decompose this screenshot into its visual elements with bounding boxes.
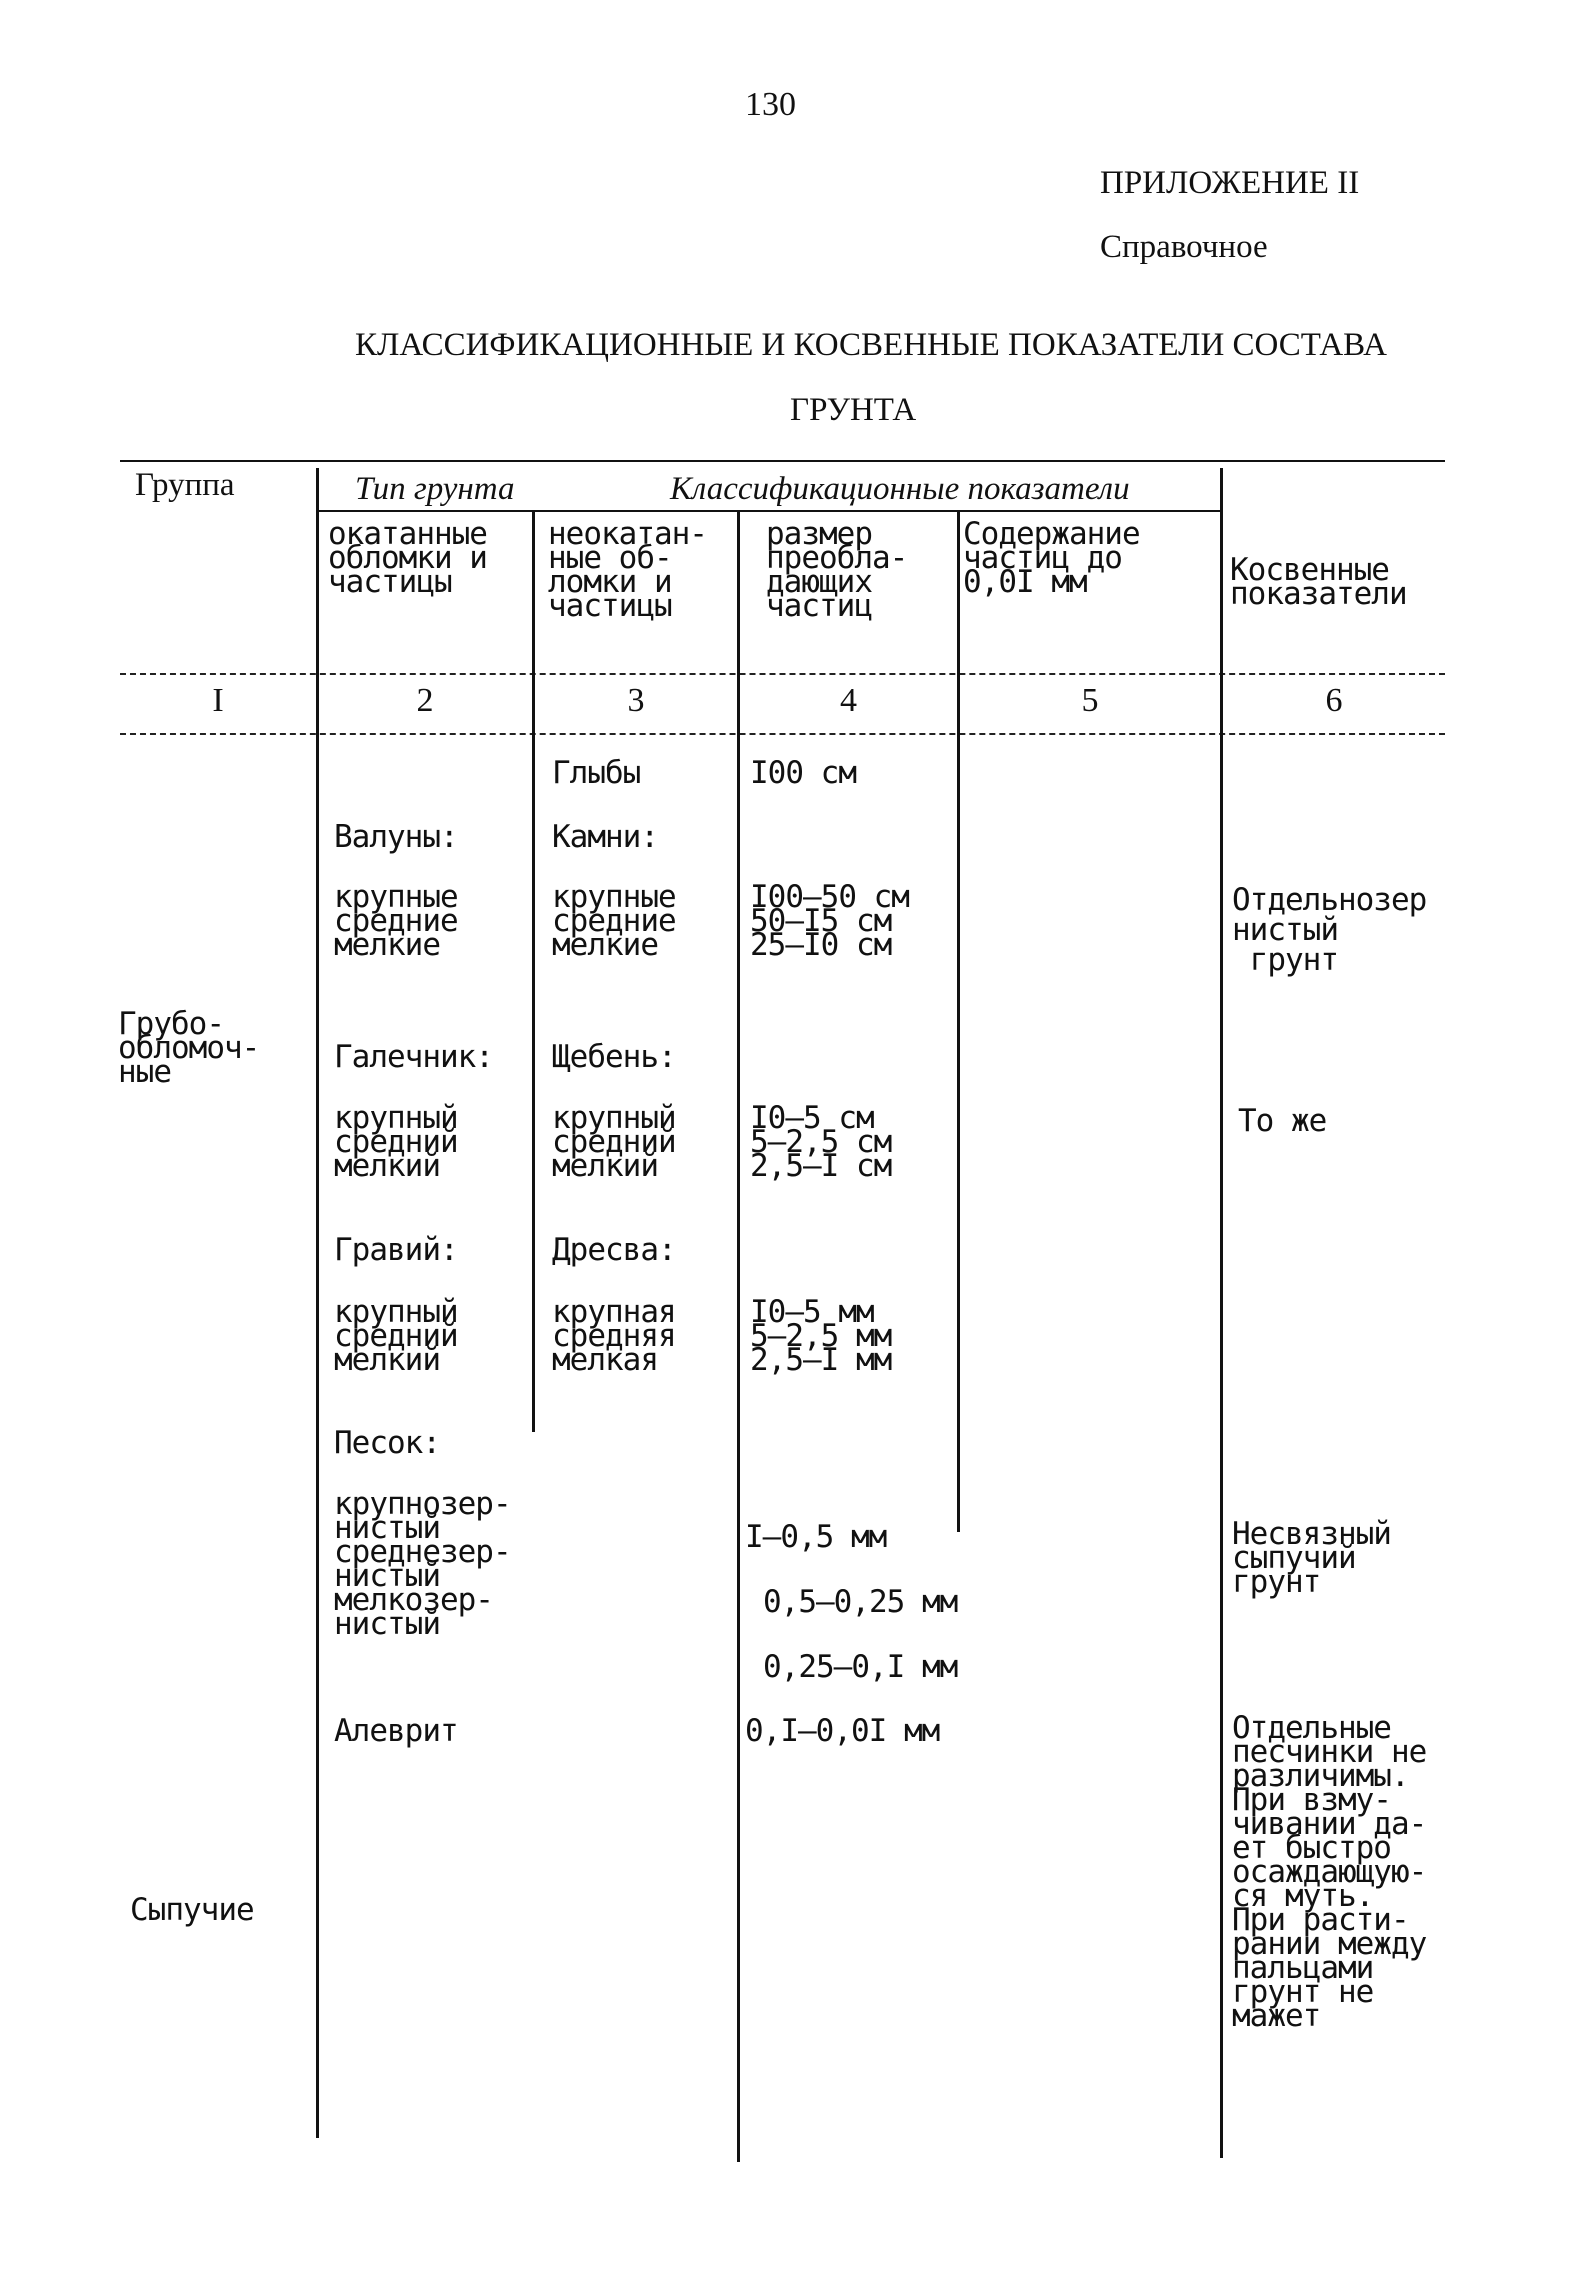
cell-grit-sizes: крупная средняя мелкая [552,1294,676,1378]
cell-sand-types: крупнозер- нистый среднезер- нистый мелкозер- нистый [334,1486,511,1642]
cell-gravel-sizes: крупный средний мелкий [334,1294,458,1378]
group-loose: Сыпучие [130,1892,254,1928]
column-number-4: 4 [840,682,857,719]
cell-indirect-separate: Отдельнозер нистый грунт [1232,882,1427,978]
cell-silt: Алеврит [334,1713,458,1749]
cell-grit-head: Дресва: [552,1232,676,1268]
cell-crushed-sizes: крупный средний мелкий [552,1100,676,1184]
column-number-1: I [212,682,224,719]
header-group: Группа [135,467,235,503]
header-col3: неокатан- ные об- ломки и частицы [548,516,707,624]
cell-boulders-head: Валуны: [334,819,458,855]
cell-pebble-range: I0–5 см 5–2,5 см 2,5–I см [750,1100,892,1184]
cell-boulders-sizes: крупные средние мелкие [334,879,458,963]
page-number: 130 [745,86,796,123]
cell-boulders-range: I00–50 см 50–I5 см 25–I0 см [750,879,909,963]
column-number-2: 2 [416,682,434,719]
cell-gravel-range: I0–5 мм 5–2,5 мм 2,5–I мм [750,1294,892,1378]
header-subrule [318,510,1223,512]
cell-blocks-size: I00 см [750,755,856,791]
appendix-label: ПРИЛОЖЕНИЕ II [1100,165,1360,201]
cell-sand-head: Песок: [334,1425,440,1461]
cell-indirect-silt: Отдельные песчинки не различимы. При взму- чивании да- ет быстро осаждающую- ся муть. При расти- рании между пальцами грунт не мажет [1232,1710,1427,2034]
col-divider-2 [532,512,535,1432]
header-col5: Содержание частиц до 0,0I мм [963,516,1140,600]
header-soil-type: Тип грунта [355,471,515,507]
cell-indirect-same: То же [1238,1103,1327,1139]
column-number-3: 3 [627,682,645,719]
cell-sand-coarse-range: I–0,5 мм [745,1519,887,1555]
cell-sand-medium-range: 0,5–0,25 мм [763,1584,958,1620]
cell-gravel-head: Гравий: [334,1232,458,1268]
group-coarse: Грубо- обломоч- ные [118,1006,260,1090]
cell-pebble-sizes: крупный средний мелкий [334,1100,458,1184]
header-classification: Классификационные показатели [670,471,1130,507]
cell-pebble-head: Галечник: [334,1039,493,1075]
column-number-6: 6 [1325,682,1343,719]
page-title-line2: ГРУНТА [790,392,917,428]
col-divider-4 [957,512,960,1532]
cell-silt-range: 0,I–0,0I мм [745,1713,940,1749]
header-col2: окатанные обломки и частицы [328,516,487,600]
page-title-line1: КЛАССИФИКАЦИОННЫЕ И КОСВЕННЫЕ ПОКАЗАТЕЛИ СОСТАВА [355,327,1387,363]
header-col6: Косвенные показатели [1230,552,1407,612]
cell-stones-sizes: крупные средние мелкие [552,879,676,963]
appendix-kind: Справочное [1100,229,1268,265]
col-divider-5 [1220,468,1223,2158]
col-divider-1 [316,468,319,2138]
cell-blocks: Глыбы [552,755,641,791]
column-number-5: 5 [1081,682,1099,719]
cell-indirect-loose: Несвязный сыпучий грунт [1232,1516,1391,1600]
cell-crushed-head: Щебень: [552,1039,676,1075]
table-top-rule [120,460,1445,462]
col-divider-3 [737,512,740,2162]
cell-stones-head: Камни: [552,819,658,855]
header-col4: размер преобла- дающих частиц [766,516,908,624]
cell-sand-fine-range: 0,25–0,I мм [763,1649,958,1685]
